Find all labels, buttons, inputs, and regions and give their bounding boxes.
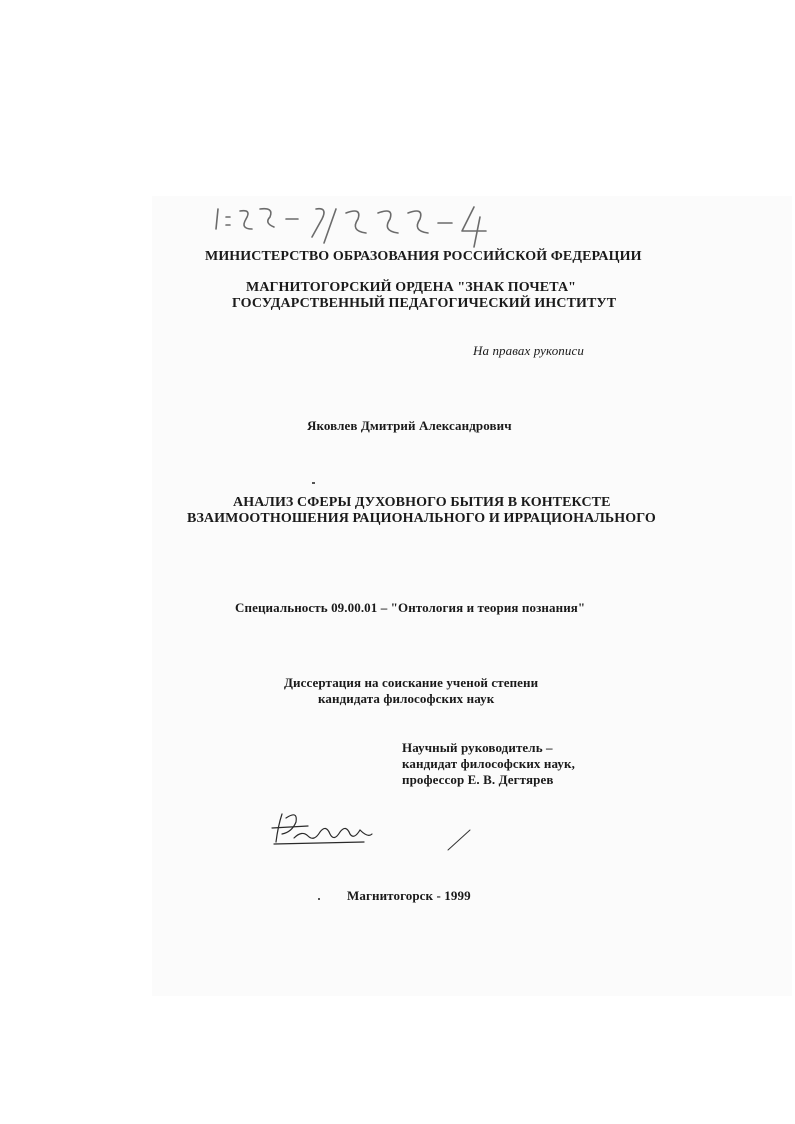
supervisor-line1: Научный руководитель –: [402, 740, 553, 755]
city-and-year: Магнитогорск - 1999: [347, 888, 471, 903]
author-name: Яковлев Дмитрий Александрович: [307, 418, 512, 433]
institute-name-line1: МАГНИТОГОРСКИЙ ОРДЕНА "ЗНАК ПОЧЕТА": [246, 280, 577, 295]
thesis-title-line1: АНАЛИЗ СФЕРЫ ДУХОВНОГО БЫТИЯ В КОНТЕКСТЕ: [233, 495, 611, 510]
scan-speck: [318, 898, 320, 900]
supervisor-line2: кандидат философских наук,: [402, 756, 575, 771]
institute-name-line2: ГОСУДАРСТВЕННЫЙ ПЕДАГОГИЧЕСКИЙ ИНСТИТУТ: [232, 296, 617, 311]
scanned-area: [152, 196, 792, 996]
degree-statement-line1: Диссертация на соискание ученой степени: [284, 675, 539, 690]
ministry-name: МИНИСТЕРСТВО ОБРАЗОВАНИЯ РОССИЙСКОЙ ФЕДЕРАЦИИ: [205, 249, 642, 264]
archive-number-drawing: [212, 203, 512, 251]
pen-stroke-drawing: [444, 828, 474, 854]
author-signature: [268, 808, 378, 857]
thesis-title-line2: ВЗАИМООТНОШЕНИЯ РАЦИОНАЛЬНОГО И ИРРАЦИОНАЛЬНОГО: [187, 511, 656, 526]
signature-drawing: [268, 808, 378, 852]
pen-stroke-mark: [444, 828, 474, 859]
scan-speck: [312, 482, 315, 484]
supervisor-line3: профессор Е. В. Дегтярев: [402, 772, 554, 787]
manuscript-rights-note: На правах рукописи: [473, 343, 584, 358]
degree-statement-line2: кандидата философских наук: [318, 691, 495, 706]
specialty: Специальность 09.00.01 – "Онтология и теория познания": [235, 600, 586, 615]
